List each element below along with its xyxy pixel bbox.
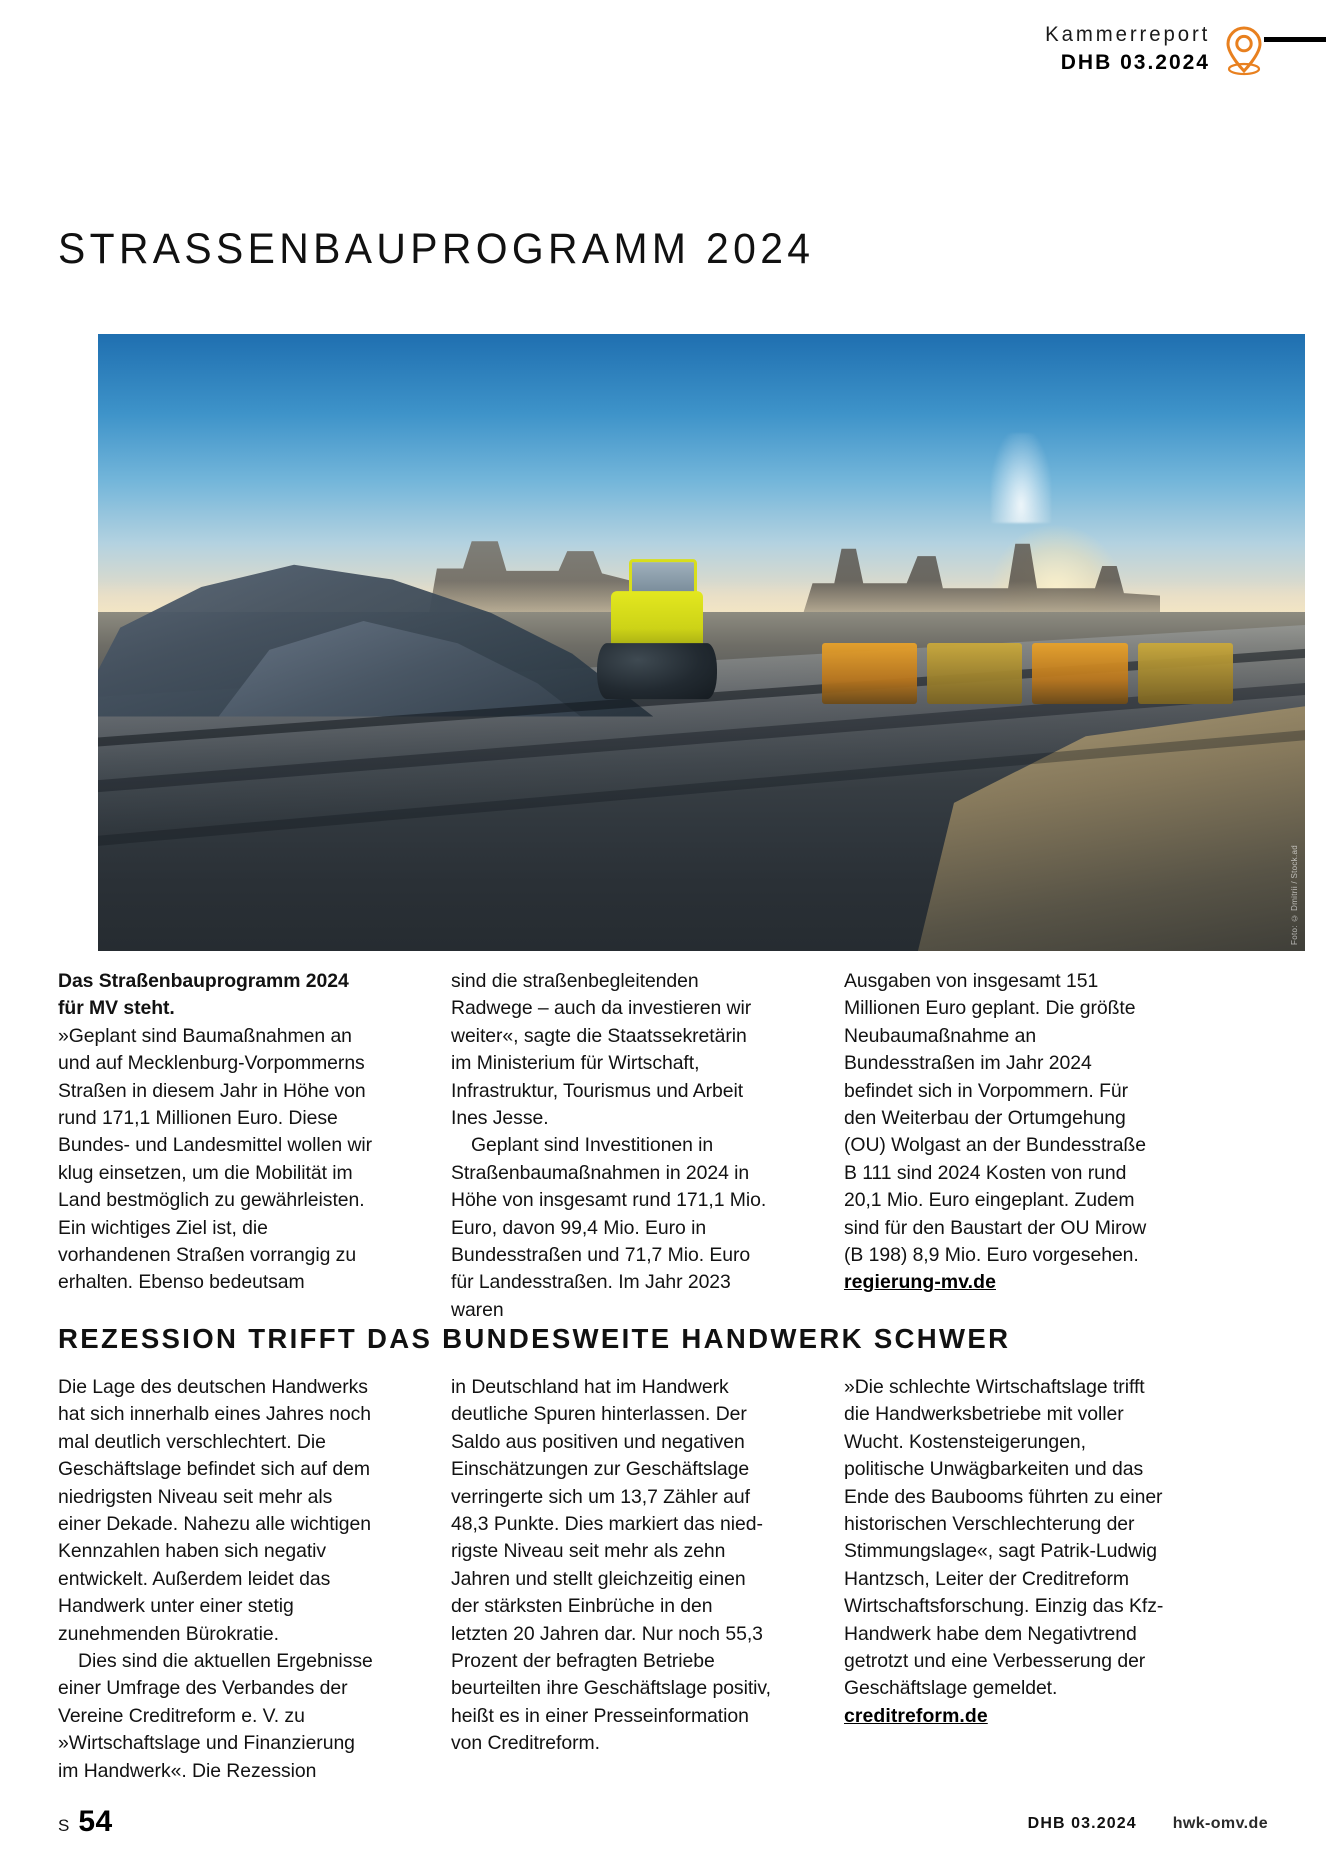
hero-image — [98, 334, 1305, 951]
article-second-column-1 — [58, 1374, 378, 1785]
footer-page-number: 54 — [78, 1805, 113, 1838]
footer-meta — [1028, 1815, 1268, 1833]
header-text-group — [1040, 23, 1210, 76]
article-second-col3-paragraph: »Die schlechte Wirtschaftslage trifft die Handwerksbetriebe mit voller Wucht. Kostensteigerungen, politische Unwägbarkeiten und das Ende des Baubooms führten zu einer historischen Verschlechterung der Stimmungslage«, sagt Patrik-Ludwig Hantzsch, Leiter der Creditreform Wirtschaftsforschung. Einzig das Kfz-Handwerk habe dem Negativtrend getrotzt und eine Verbesserung der Geschäftslage gemeldet. — [844, 1376, 1164, 1700]
header-rule — [1264, 37, 1326, 42]
hero-paver-1 — [822, 643, 917, 705]
hero-paver-3 — [1032, 643, 1127, 705]
header-kammerreport-label: Kammerreport — [1044, 22, 1210, 46]
article-main-column-2 — [451, 968, 771, 1324]
article-second-source-link[interactable]: creditreform.de — [844, 1704, 988, 1727]
article-second-column-3 — [844, 1374, 1164, 1785]
article-main-lead: Das Straßenbauprogramm 2024 für MV steht. — [58, 970, 349, 1020]
hero-image-credit: Foto: © Dmitrii / Stock.ad — [1290, 845, 1299, 945]
footer-page-prefix: S — [58, 1816, 71, 1835]
map-pin-icon — [1222, 24, 1266, 76]
header-brand-block — [1040, 22, 1266, 76]
article-main-column-1 — [58, 968, 378, 1324]
article-second-col2-paragraph: in Deutschland hat im Handwerk deutliche Spuren hinterlassen. Der Saldo aus positiven und negativen Einschätzungen zur Geschäftslage verringerte sich um 13,7 Zähler auf 48,3 Punkte. Dies markiert das niedrigste Niveau seit mehr als zehn Jahren und stellt gleichzeitig einen der stärksten Einbrüche in den letzten 20 Jahren dar. Nur noch 55,3 Prozent der befragten Betriebe beurteilten ihre Geschäftslage positiv, heißt es in einer Presseinformation von Creditreform. — [451, 1376, 771, 1755]
hero-road-roller — [593, 585, 741, 717]
article-main-col2-paragraph-1: sind die straßenbegleitenden Radwege – auch da investieren wir weiter«, sagte die Staatssekretärin im Ministerium für Wirtschaft, Infrastruktur, Tourismus und Arbeit Ines Jesse. — [451, 970, 752, 1130]
article-main-col2-paragraph-2: Geplant sind Investitionen in Straßenbaumaßnahmen in 2024 in Höhe von insgesamt rund 171,1 Mio. Euro, davon 99,4 Mio. Euro in Bundesstraßen und 71,7 Mio. Euro für Landesstraßen. Im Jahr 2023 waren — [451, 1134, 767, 1321]
article-main-source-link[interactable]: regierung-mv.de — [844, 1271, 996, 1294]
section-headline-rezession: REZESSION TRIFFT DAS BUNDESWEITE HANDWERK SCHWER — [58, 1323, 1011, 1355]
header-issue-label: DHB 03.2024 — [1060, 50, 1210, 74]
article-main-col3-paragraph: Ausgaben von insgesamt 151 Millionen Euro geplant. Die größte Neubaumaßnahme an Bundesstraßen im Jahr 2024 befindet sich in Vorpommern. Für den Weiterbau der Ortumgehung (OU) Wolgast an der Bundesstraße B 111 sind 2024 Kosten von rund 20,1 Mio. Euro eingeplant. Zudem sind für den Baustart der OU Mirow (B 198) 8,9 Mio. Euro vorgesehen. — [844, 970, 1147, 1267]
article-main-columns — [58, 968, 1265, 1324]
article-second-col1-paragraph-2: Dies sind die aktuellen Ergebnisse einer Umfrage des Verbandes der Vereine Creditreform e. V. zu »Wirtschaftslage und Finanzierung im Handwerk«. Die Rezession — [58, 1650, 373, 1782]
hero-paver-2 — [927, 643, 1022, 705]
hero-machine-row — [822, 643, 1232, 705]
hero-roller-drum — [597, 643, 717, 699]
footer-page-marker — [58, 1805, 113, 1839]
article-second-col1-paragraph-1: Die Lage des deutschen Handwerks hat sich innerhalb eines Jahres noch mal deutlich verschlechtert. Die Geschäftslage befindet sich auf dem niedrigsten Niveau seit mehr als einer Dekade. Nahezu alle wichtigen Kennzahlen haben sich negativ entwickelt. Außerdem leidet das Handwerk unter einer stetig zunehmenden Bürokratie. — [58, 1376, 371, 1645]
page-header — [0, 0, 1326, 120]
page-title: STRASSENBAUPROGRAMM 2024 — [58, 224, 815, 273]
article-main-col1-body: »Geplant sind Baumaßnahmen an und auf Mecklenburg-Vorpommerns Straßen in diesem Jahr in Höhe von rund 171,1 Millionen Euro. Diese Bundes- und Landesmittel wollen wir klug einsetzen, um die Mobilität im Land bestmöglich zu gewährleisten. Ein wichtiges Ziel ist, die vorhandenen Straßen vorrangig zu erhalten. Ebenso bedeutsam — [58, 1024, 373, 1294]
hero-smoke-plume — [991, 433, 1051, 523]
page-footer — [0, 1765, 1326, 1875]
article-main-column-3 — [844, 968, 1164, 1324]
hero-paver-4 — [1138, 643, 1233, 705]
footer-site-label: hwk-omv.de — [1172, 1815, 1268, 1832]
article-second-column-2 — [451, 1374, 771, 1785]
article-second-columns — [58, 1374, 1265, 1785]
footer-issue-label: DHB 03.2024 — [1027, 1815, 1137, 1832]
article-main-col1-paragraph — [58, 968, 378, 1297]
